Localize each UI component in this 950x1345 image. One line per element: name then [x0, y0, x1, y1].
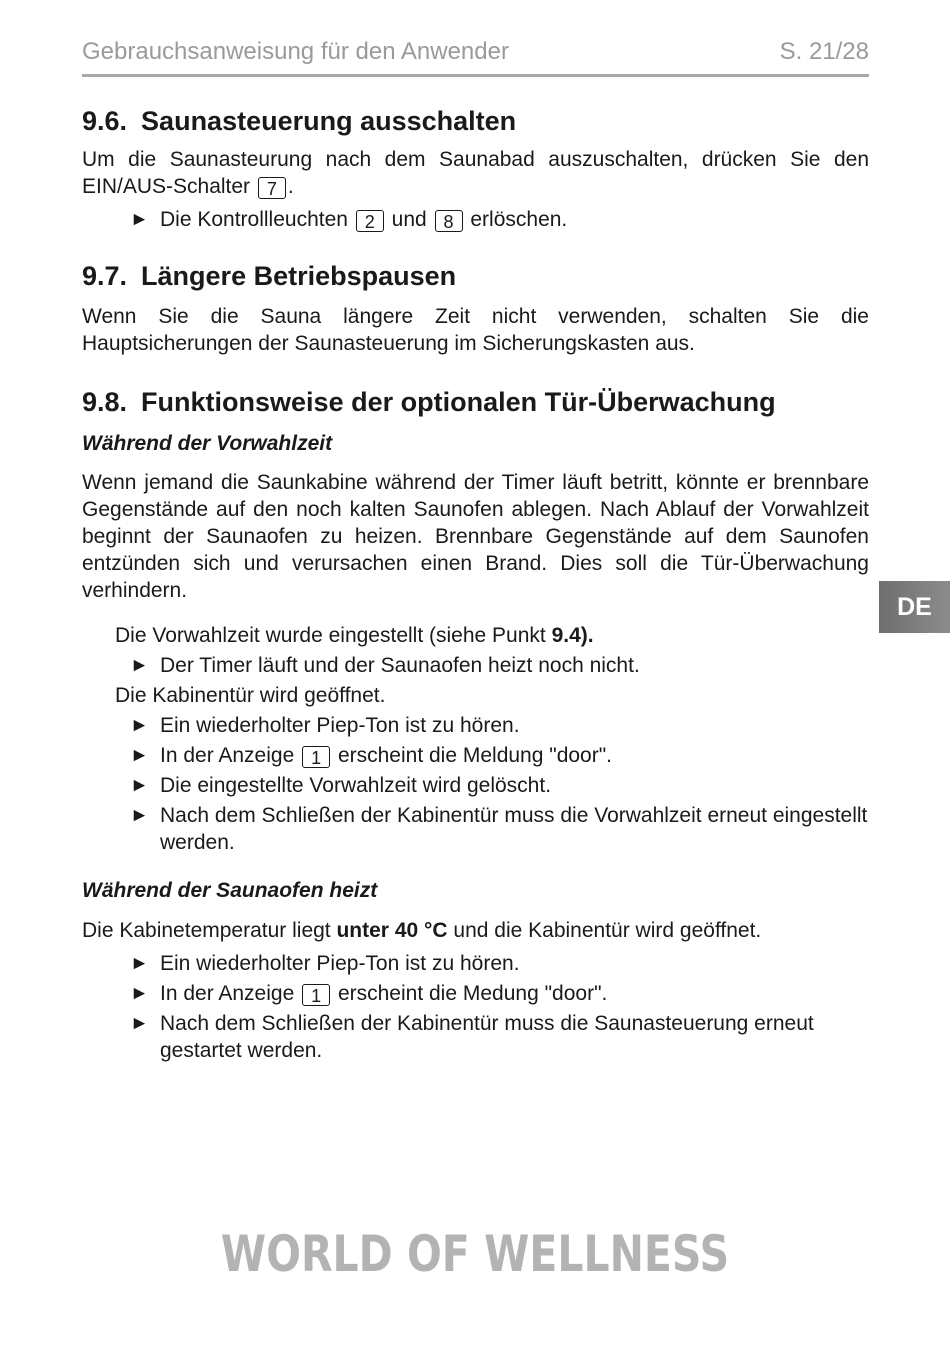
- arrow-icon: ►: [130, 983, 149, 1004]
- main-content: [82, 100, 869, 1064]
- document-title: Gebrauchsanweisung für den Anwender: [82, 38, 509, 65]
- section-9-6-heading: [82, 103, 869, 139]
- text: erscheint die Medung "door".: [337, 982, 608, 1005]
- text: Ein wiederholter Piep-Ton ist zu hören.: [160, 714, 520, 737]
- key-8: 8: [435, 210, 463, 232]
- section-9-7-heading: [82, 258, 869, 294]
- arrow-icon: ►: [130, 715, 149, 736]
- header-divider: [82, 74, 869, 77]
- key-2: 2: [356, 210, 384, 232]
- text: erlöschen.: [470, 208, 568, 231]
- text: Die eingestellte Vorwahlzeit wird gelöscht.: [160, 774, 552, 797]
- arrow-icon: ►: [130, 745, 149, 766]
- list-item: [82, 652, 869, 679]
- key-1: 1: [302, 984, 330, 1006]
- subheading-heizt: Während der Saunaofen heizt: [82, 879, 378, 902]
- subheading-vorwahlzeit: Während der Vorwahlzeit: [82, 432, 333, 455]
- arrow-icon: ►: [130, 775, 149, 796]
- list-item: [82, 206, 869, 233]
- text: Nach dem Schließen der Kabinentür muss die Vorwahlzeit erneut eingestellt werden.: [160, 804, 868, 854]
- arrow-icon: ►: [130, 655, 149, 676]
- section-title: Saunasteuerung ausschalten: [141, 106, 517, 136]
- temperature-value: unter 40 °C: [336, 919, 448, 942]
- list-item: [82, 802, 869, 856]
- section-9-6-paragraph: [82, 146, 869, 200]
- section-9-8-paragraph: Wenn jemand die Saunkabine während der Timer läuft betritt, könnte er brennbare Gegenstände auf den noch kalten Saunofen ablegen. Nach Ablauf der Vorwahlzeit beginnt der Saunaofen zu heizen. Brennbare Gegenstände auf dem Saunofen entzünden sich und verursachen einen Brand. Dies soll die Tür-Überwachung verhindern.: [82, 471, 869, 602]
- brand-logo: WORLD OF WELLNESS: [220, 1225, 730, 1283]
- key-7: 7: [258, 177, 286, 199]
- heizt-paragraph: [82, 917, 869, 944]
- section-number: 9.6.: [82, 106, 128, 136]
- page-header: [82, 38, 869, 66]
- text: erscheint die Meldung "door".: [337, 744, 613, 767]
- page-number: S. 21/28: [779, 38, 869, 65]
- section-title: Längere Betriebspausen: [141, 261, 457, 291]
- text: In der Anzeige: [160, 982, 295, 1005]
- arrow-icon: ►: [130, 1013, 149, 1034]
- section-9-8-heading: [82, 384, 869, 420]
- arrow-icon: ►: [130, 953, 149, 974]
- arrow-icon: ►: [130, 805, 149, 826]
- text: .: [287, 175, 294, 198]
- section-title: Funktionsweise der optionalen Tür-Überwachung: [141, 387, 776, 417]
- list-item: [82, 980, 869, 1007]
- text: Um die Saunasteurung nach dem Saunabad auszuschalten, drücken Sie den EIN/AUS-Schalter: [82, 148, 869, 198]
- language-tab[interactable]: DE: [879, 581, 950, 633]
- text: und die Kabinentür wird geöffnet.: [453, 919, 762, 942]
- key-1: 1: [302, 746, 330, 768]
- section-9-7-paragraph: Wenn Sie die Sauna längere Zeit nicht verwenden, schalten Sie die Hauptsicherungen der Saunasteuerung im Sicherungskasten aus.: [82, 305, 869, 355]
- list-item: [82, 712, 869, 739]
- list-item: [82, 742, 869, 769]
- list-item: [82, 772, 869, 799]
- text: In der Anzeige: [160, 744, 295, 767]
- section-number: 9.8.: [82, 387, 128, 417]
- text: Nach dem Schließen der Kabinentür muss die Saunasteuerung erneut gestartet werden.: [160, 1012, 814, 1062]
- section-number: 9.7.: [82, 261, 128, 291]
- text: und: [391, 208, 427, 231]
- list-item: [82, 950, 869, 977]
- text: Der Timer läuft und der Saunaofen heizt noch nicht.: [160, 654, 640, 677]
- text: Ein wiederholter Piep-Ton ist zu hören.: [160, 952, 520, 975]
- text: Die Kabinetemperatur liegt: [82, 919, 331, 942]
- reference: 9.4).: [551, 624, 594, 647]
- step-line: [82, 622, 869, 649]
- step-line: Die Kabinentür wird geöffnet.: [115, 684, 386, 707]
- arrow-icon: ►: [130, 209, 149, 230]
- text: Die Vorwahlzeit wurde eingestellt (siehe Punkt: [115, 624, 546, 647]
- text: Die Kontrollleuchten: [160, 208, 348, 231]
- list-item: [82, 1010, 869, 1064]
